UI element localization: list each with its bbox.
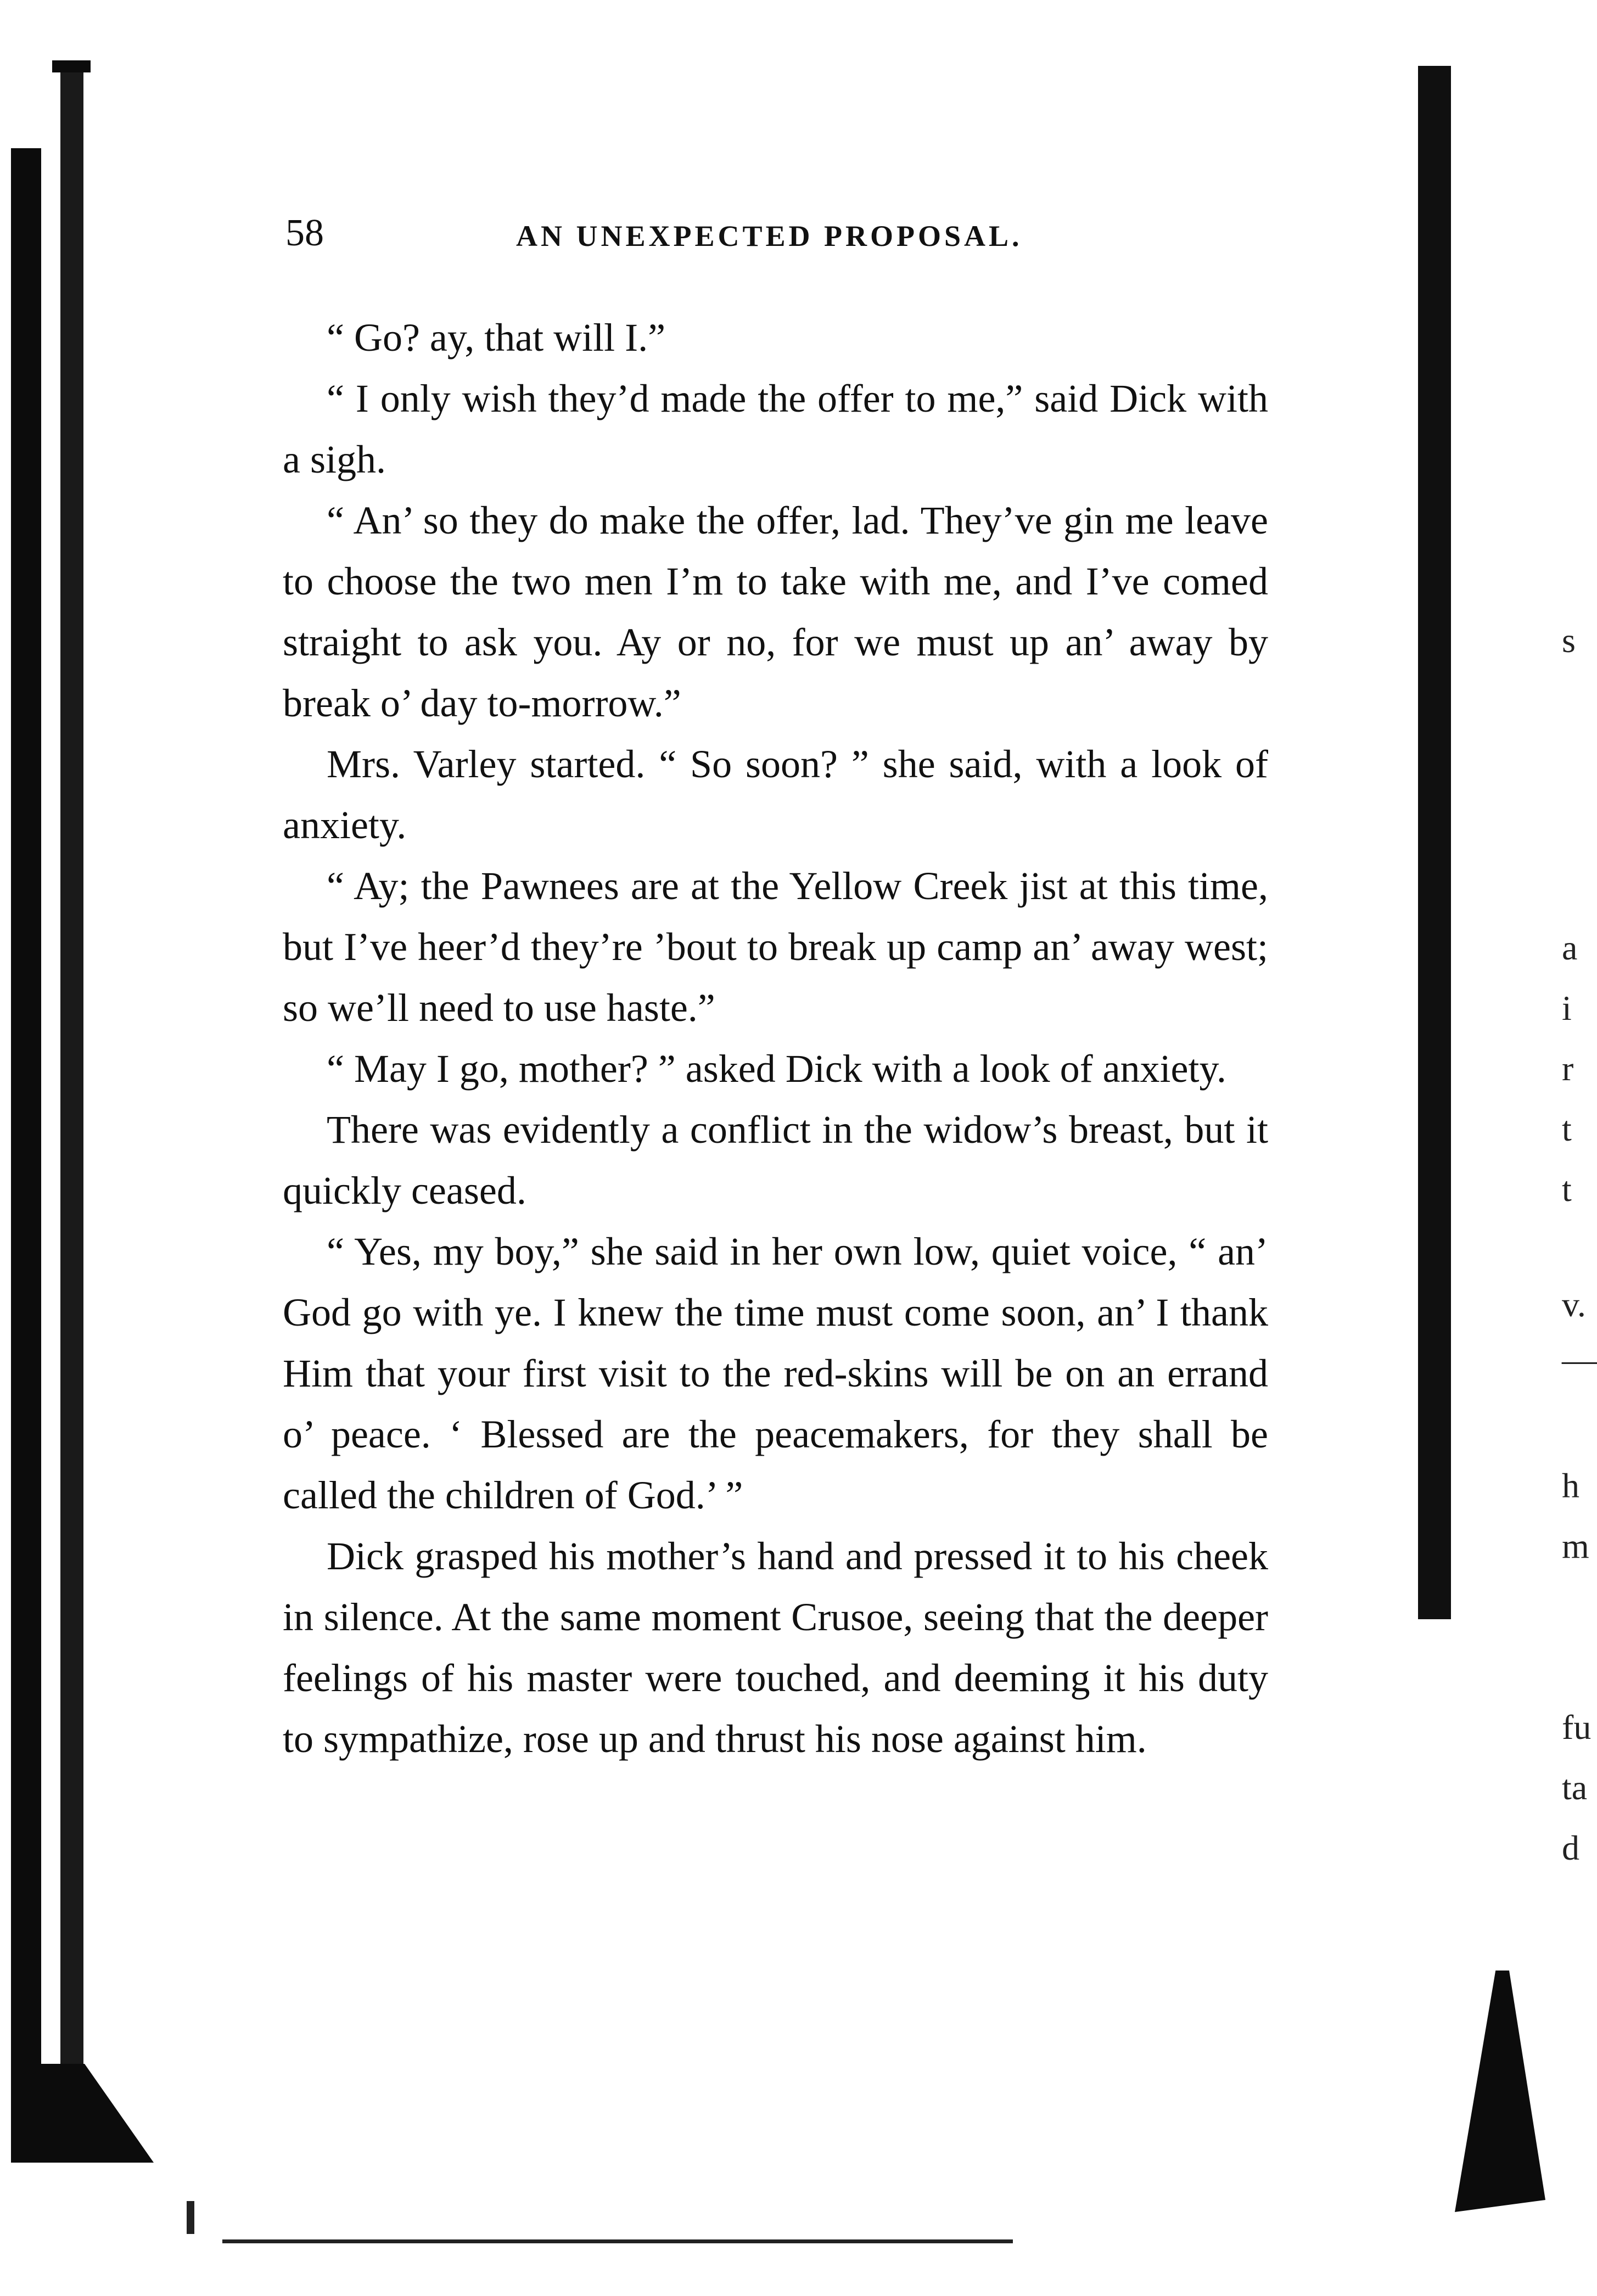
adjacent-page-fragment: i — [1562, 989, 1572, 1028]
paragraph: Dick grasped his mother’s hand and pressed it to his cheek in silence. At the same moment Crusoe, seeing that the deeper feelings of his master were touched, and deeming it his duty to sympathize, rose up and thrust his nose against him. — [283, 1534, 1268, 1761]
adjacent-page-fragment: v. — [1562, 1285, 1586, 1324]
adjacent-page-fragment: — — [1562, 1340, 1597, 1379]
paragraph: “ May I go, mother? ” asked Dick with a look of anxiety. — [327, 1047, 1226, 1091]
paragraph: “ Ay; the Pawnees are at the Yellow Creek jist at this time, but I’ve heer’d they’re ’bout to break up camp an’ away west; so we’ll need to use haste.” — [283, 864, 1268, 1030]
scan-bottom-mark — [187, 2201, 194, 2234]
paragraph: “ An’ so they do make the offer, lad. They’ve gin me leave to choose the two men I’m to take with me, and I’ve comed straight to ask you. Ay or no, for we must up an’ away by break o’ day to-morrow.” — [283, 498, 1268, 725]
running-title: AN UNEXPECTED PROPOSAL. — [516, 220, 1023, 252]
scan-binding-foot — [38, 2064, 154, 2163]
scan-page-edge-right — [1418, 66, 1451, 1619]
adjacent-page-fragment: fu — [1562, 1708, 1592, 1747]
adjacent-page-fragment: h — [1562, 1466, 1579, 1505]
scan-corner-mark — [52, 60, 91, 72]
adjacent-page-fragment: r — [1562, 1049, 1574, 1088]
paragraph: Mrs. Varley started. “ So soon? ” she said, with a look of anxiety. — [283, 742, 1268, 847]
scan-page-edge-left — [60, 60, 83, 2163]
scan-binding-shadow-left — [11, 148, 41, 2163]
paragraph: There was evidently a conflict in the widow’s breast, but it quickly ceased. — [283, 1108, 1268, 1212]
adjacent-page-fragment: t — [1562, 1170, 1572, 1209]
adjacent-page-fragment: m — [1562, 1526, 1589, 1565]
adjacent-page-fragment: ta — [1562, 1768, 1588, 1807]
paragraph: “ I only wish they’d made the offer to me,” said Dick with a sigh. — [283, 377, 1268, 481]
paragraph: “ Yes, my boy,” she said in her own low, quiet voice, “ an’ God go with ye. I knew the time must come soon, an’ I thank Him that your first visit to the red-skins will be on an errand o’ peace. ‘ Blessed are the peacemakers, for they shall be called the children of God.’ ” — [283, 1230, 1268, 1517]
body-text — [283, 307, 1268, 1770]
page-number: 58 — [285, 212, 324, 254]
adjacent-page-fragment: t — [1562, 1109, 1572, 1148]
adjacent-page-fragment: a — [1562, 928, 1578, 967]
paragraph: “ Go? ay, that will I.” — [327, 316, 666, 360]
page-header — [285, 211, 1274, 266]
scan-ink-blot — [1455, 1971, 1545, 2212]
adjacent-page-fragment: d — [1562, 1828, 1579, 1867]
scan-bottom-edge — [222, 2239, 1013, 2243]
adjacent-page-fragment: s — [1562, 621, 1576, 660]
